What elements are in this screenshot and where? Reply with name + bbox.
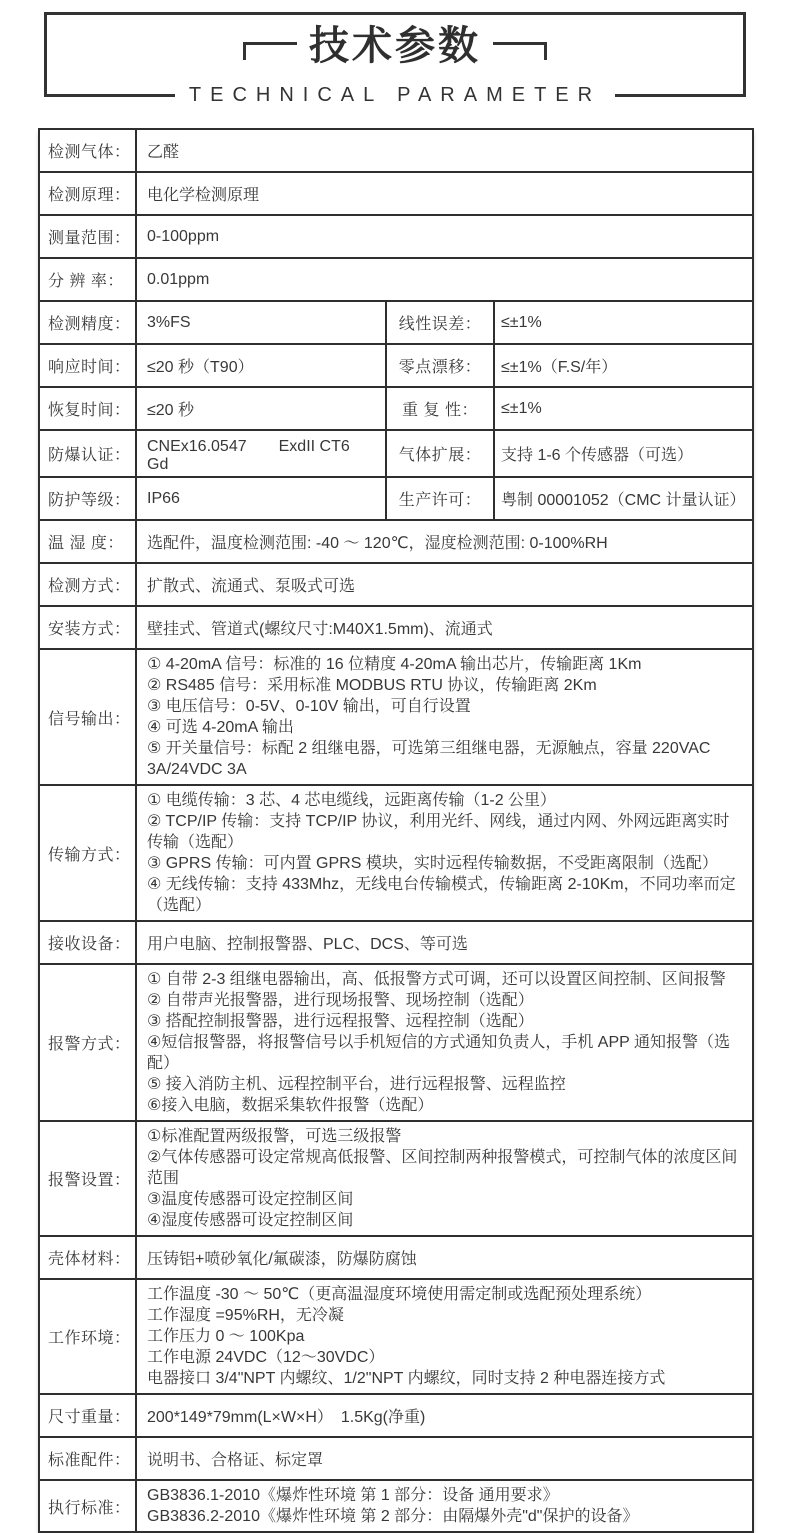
row-label: 检测原理： [39, 172, 136, 215]
row-value: 3%FS [136, 301, 386, 344]
row-value: 压铸铝+喷砂氧化/氟碳漆，防爆防腐蚀 [136, 1236, 753, 1279]
list-item: ② TCP/IP 传输：支持 TCP/IP 协议，利用光纤、网线，通过内网、外网远距离实时传输（选配） [147, 813, 730, 851]
table-row [39, 921, 753, 964]
page-subtitle: TECHNICAL PARAMETER [188, 84, 602, 106]
row-label-2: 重 复 性： [386, 387, 494, 430]
row-label: 检测气体： [39, 129, 136, 172]
table-row [39, 129, 753, 172]
table-row [39, 785, 753, 921]
title-bracket-right [493, 42, 547, 60]
table-row [39, 1437, 753, 1480]
table-row [39, 301, 753, 344]
row-label: 标准配件： [39, 1437, 136, 1480]
row-label: 壳体材料： [39, 1236, 136, 1279]
list-item: ① 自带 2-3 组继电器输出，高、低报警方式可调，还可以设置区间控制、区间报警 [147, 971, 726, 988]
row-label: 传输方式： [39, 785, 136, 921]
table-row [39, 606, 753, 649]
row-label: 信号输出： [39, 649, 136, 785]
table-row [39, 344, 753, 387]
title-bracket-left [243, 42, 297, 60]
list-item: 电器接口 3/4"NPT 内螺纹、1/2"NPT 内螺纹，同时支持 2 种电器连接方式 [147, 1370, 666, 1387]
table-row [39, 477, 753, 520]
header-title-row [44, 22, 746, 70]
list-item: ① 电缆传输：3 芯、4 芯电缆线，远距离传输（1-2 公里） [147, 792, 557, 809]
spec-table [38, 128, 754, 1533]
list-item: GB3836.2-2010《爆炸性环境 第 2 部分：由隔爆外壳"d"保护的设备》 [147, 1508, 639, 1525]
row-label: 测量范围： [39, 215, 136, 258]
list-item: ⑤ 开关量信号：标配 2 组继电器，可选第三组继电器，无源触点，容量 220VAC 3A/24VDC 3A [147, 740, 711, 778]
list-item: 工作温度 -30 ～ 50℃（更高温湿度环境使用需定制或选配预处理系统） [147, 1286, 652, 1303]
table-row [39, 387, 753, 430]
table-row [39, 964, 753, 1121]
row-value-2: ≤±1% [494, 387, 753, 430]
row-value: 扩散式、流通式、泵吸式可选 [136, 563, 753, 606]
list-item: ④湿度传感器可设定控制区间 [147, 1212, 354, 1229]
list-item: ① 4-20mA 信号：标准的 16 位精度 4-20mA 输出芯片，传输距离 1Km [147, 656, 642, 673]
list-item: 工作压力 0 ～ 100Kpa [147, 1328, 305, 1345]
table-row [39, 1394, 753, 1437]
header-line-right [615, 94, 746, 97]
table-row [39, 520, 753, 563]
row-value: 壁挂式、管道式(螺纹尺寸:M40X1.5mm)、流通式 [136, 606, 753, 649]
row-value: CNEx16.0547 ExdII CT6 Gd [136, 430, 386, 477]
table-row [39, 1279, 753, 1394]
row-value-2: ≤±1%（F.S/年） [494, 344, 753, 387]
row-value: 0.01ppm [136, 258, 753, 301]
row-value: 电化学检测原理 [136, 172, 753, 215]
row-value-2: 支持 1-6 个传感器（可选） [494, 430, 753, 477]
row-label-2: 生产许可： [386, 477, 494, 520]
row-value: 200*149*79mm(L×W×H） 1.5Kg(净重) [136, 1394, 753, 1437]
list-item: 工作电源 24VDC（12～30VDC） [147, 1349, 385, 1366]
row-value-list [136, 1121, 753, 1236]
row-label-2: 线性误差： [386, 301, 494, 344]
table-row [39, 1236, 753, 1279]
row-value: 用户电脑、控制报警器、PLC、DCS、等可选 [136, 921, 753, 964]
table-row [39, 1121, 753, 1236]
list-item: ⑥接入电脑，数据采集软件报警（选配） [147, 1097, 434, 1114]
row-value-list [136, 964, 753, 1121]
row-label-2: 零点漂移： [386, 344, 494, 387]
list-item: ①标准配置两级报警，可选三级报警 [147, 1128, 402, 1145]
table-row [39, 1480, 753, 1532]
list-item: ③ GPRS 传输：可内置 GPRS 模块，实时远程传输数据，不受距离限制（选配） [147, 855, 718, 872]
row-label: 报警设置： [39, 1121, 136, 1236]
table-row [39, 649, 753, 785]
row-label: 接收设备： [39, 921, 136, 964]
row-label-2: 气体扩展： [386, 430, 494, 477]
row-label: 检测精度： [39, 301, 136, 344]
list-item: ④ 无线传输：支持 433Mhz，无线电台传输模式，传输距离 2-10Km，不同功率而定（选配） [147, 876, 736, 914]
list-item: 工作湿度 =95%RH，无冷凝 [147, 1307, 344, 1324]
row-value-list [136, 1480, 753, 1532]
table-row [39, 563, 753, 606]
row-value-2: ≤±1% [494, 301, 753, 344]
list-item: ② RS485 信号：采用标准 MODBUS RTU 协议，传输距离 2Km [147, 677, 597, 694]
list-item: ⑤ 接入消防主机、远程控制平台，进行远程报警、远程监控 [147, 1076, 566, 1093]
row-label: 防护等级： [39, 477, 136, 520]
row-value-2: 粤制 00001052（CMC 计量认证） [494, 477, 753, 520]
row-value: ≤20 秒（T90） [136, 344, 386, 387]
row-label: 安装方式： [39, 606, 136, 649]
row-value-list [136, 785, 753, 921]
row-value: 乙醛 [136, 129, 753, 172]
row-value-list [136, 649, 753, 785]
page-title: 技术参数 [309, 24, 481, 68]
row-value: 0-100ppm [136, 215, 753, 258]
list-item: ③温度传感器可设定控制区间 [147, 1191, 354, 1208]
row-value: ≤20 秒 [136, 387, 386, 430]
list-item: ②气体传感器可设定常规高低报警、区间控制两种报警模式，可控制气体的浓度区间范围 [147, 1149, 738, 1187]
table-row [39, 430, 753, 477]
table-row [39, 172, 753, 215]
row-label: 尺寸重量： [39, 1394, 136, 1437]
list-item: ④ 可选 4-20mA 输出 [147, 719, 294, 736]
row-value: 选配件，温度检测范围: -40 ～ 120℃，湿度检测范围: 0-100%RH [136, 520, 753, 563]
list-item: ③ 搭配控制报警器，进行远程报警、远程控制（选配） [147, 1013, 534, 1030]
row-label: 温 湿 度： [39, 520, 136, 563]
row-label: 报警方式： [39, 964, 136, 1121]
row-label: 执行标准： [39, 1480, 136, 1532]
row-value-list [136, 1279, 753, 1394]
list-item: GB3836.1-2010《爆炸性环境 第 1 部分：设备 通用要求》 [147, 1487, 559, 1504]
list-item: ④短信报警器，将报警信号以手机短信的方式通知负责人，手机 APP 通知报警（选配） [147, 1034, 730, 1072]
table-row [39, 215, 753, 258]
row-value: IP66 [136, 477, 386, 520]
row-label: 分 辨 率： [39, 258, 136, 301]
header-line-left [44, 94, 175, 97]
row-label: 响应时间： [39, 344, 136, 387]
list-item: ③ 电压信号：0-5V、0-10V 输出，可自行设置 [147, 698, 471, 715]
row-label: 恢复时间： [39, 387, 136, 430]
header-subtitle-row [44, 84, 746, 107]
row-value: 说明书、合格证、标定罩 [136, 1437, 753, 1480]
row-label: 工作环境： [39, 1279, 136, 1394]
list-item: ② 自带声光报警器，进行现场报警、现场控制（选配） [147, 992, 534, 1009]
row-label: 防爆认证： [39, 430, 136, 477]
row-label: 检测方式： [39, 563, 136, 606]
table-row [39, 258, 753, 301]
